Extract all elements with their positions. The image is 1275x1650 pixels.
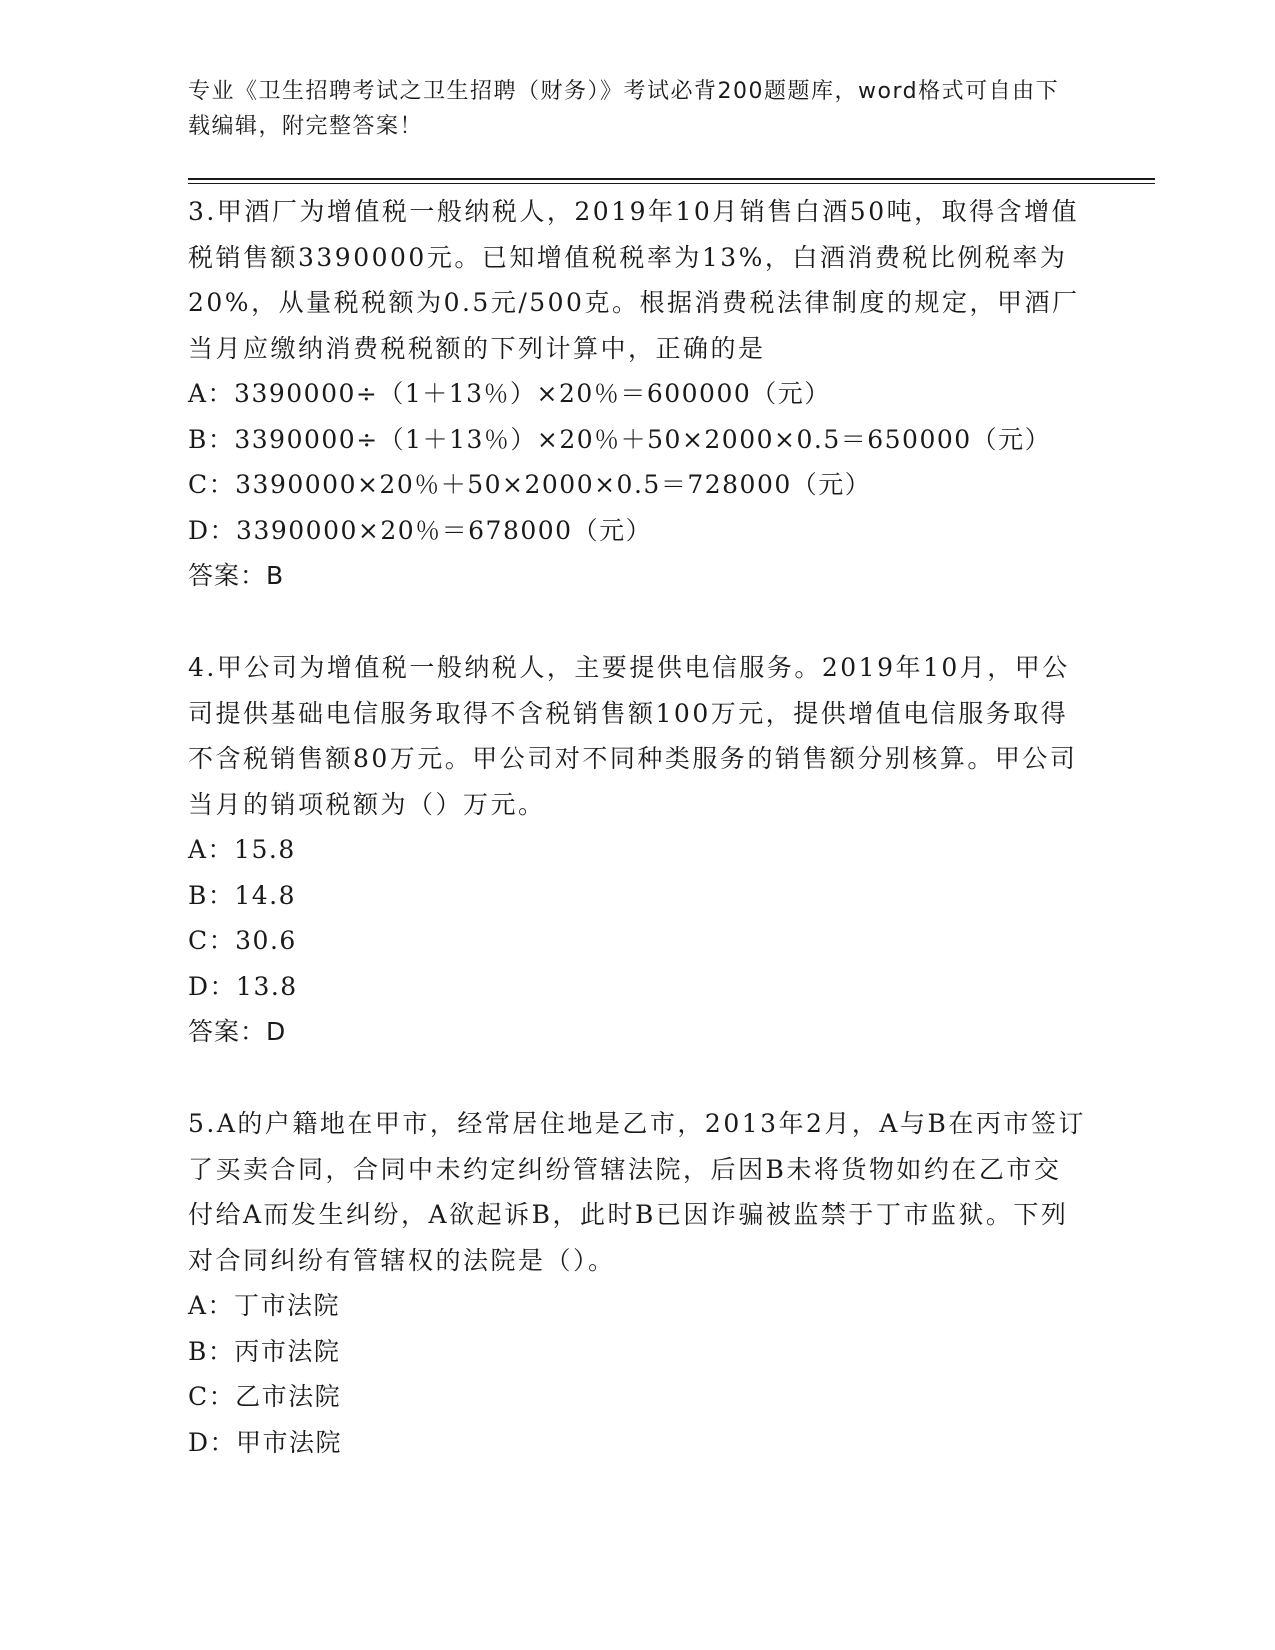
question-stem: 3.甲酒厂为增值税一般纳税人，2019年10月销售白酒50吨，取得含增值税销售额3390000元。已知增值税税率为13%，白酒消费税比例税率为20%，从量税税额为0.5元/500克。根据消费税法律制度的规定，甲酒厂当月应缴纳消费税税额的下列计算中，正确的是 xyxy=(188,197,1080,363)
option-d: D：甲市法院 xyxy=(188,1427,343,1457)
answer-label: 答案：B xyxy=(188,561,285,590)
header-divider-thin xyxy=(188,183,1155,184)
question-stem: 5.A的户籍地在甲市，经常居住地是乙市，2013年2月，A与B在丙市签订了买卖合同，合同中未约定纠纷管辖法院，后因B未将货物如约在乙市交付给A而发生纠纷，A欲起诉B，此时B已因诈骗被监禁于丁市监狱。下列对合同纠纷有管辖权的法院是（）。 xyxy=(188,1109,1086,1275)
question-3 xyxy=(188,189,1088,599)
option-a: A：15.8 xyxy=(188,835,296,864)
option-a: A：丁市法院 xyxy=(188,1291,341,1320)
option-c: C：30.6 xyxy=(188,926,297,955)
option-b: B：丙市法院 xyxy=(188,1336,341,1366)
option-b: B：14.8 xyxy=(188,880,297,910)
option-b: B：3390000÷（1＋13％）×20％＋50×2000×0.5＝650000（元） xyxy=(188,424,1052,454)
answer-label: 答案：D xyxy=(188,1017,287,1046)
document-header: 专业《卫生招聘考试之卫生招聘（财务）》考试必背200题题库，word格式可自由下载编辑，附完整答案！ xyxy=(188,79,1060,139)
question-5 xyxy=(188,1101,1088,1465)
option-d: D：13.8 xyxy=(188,971,298,1001)
option-c: C：3390000×20％＋50×2000×0.5＝728000（元） xyxy=(188,470,872,499)
option-a: A：3390000÷（1＋13％）×20％＝600000（元） xyxy=(188,379,831,408)
option-d: D：3390000×20％＝678000（元） xyxy=(188,515,653,545)
question-4 xyxy=(188,645,1088,1055)
option-c: C：乙市法院 xyxy=(188,1382,342,1411)
question-stem: 4.甲公司为增值税一般纳税人，主要提供电信服务。2019年10月，甲公司提供基础电信服务取得不含税销售额100万元，提供增值电信服务取得不含税销售额80万元。甲公司对不同种类服务的销售额分别核算。甲公司当月的销项税额为（）万元。 xyxy=(188,653,1078,819)
header-divider-thick xyxy=(188,178,1155,180)
